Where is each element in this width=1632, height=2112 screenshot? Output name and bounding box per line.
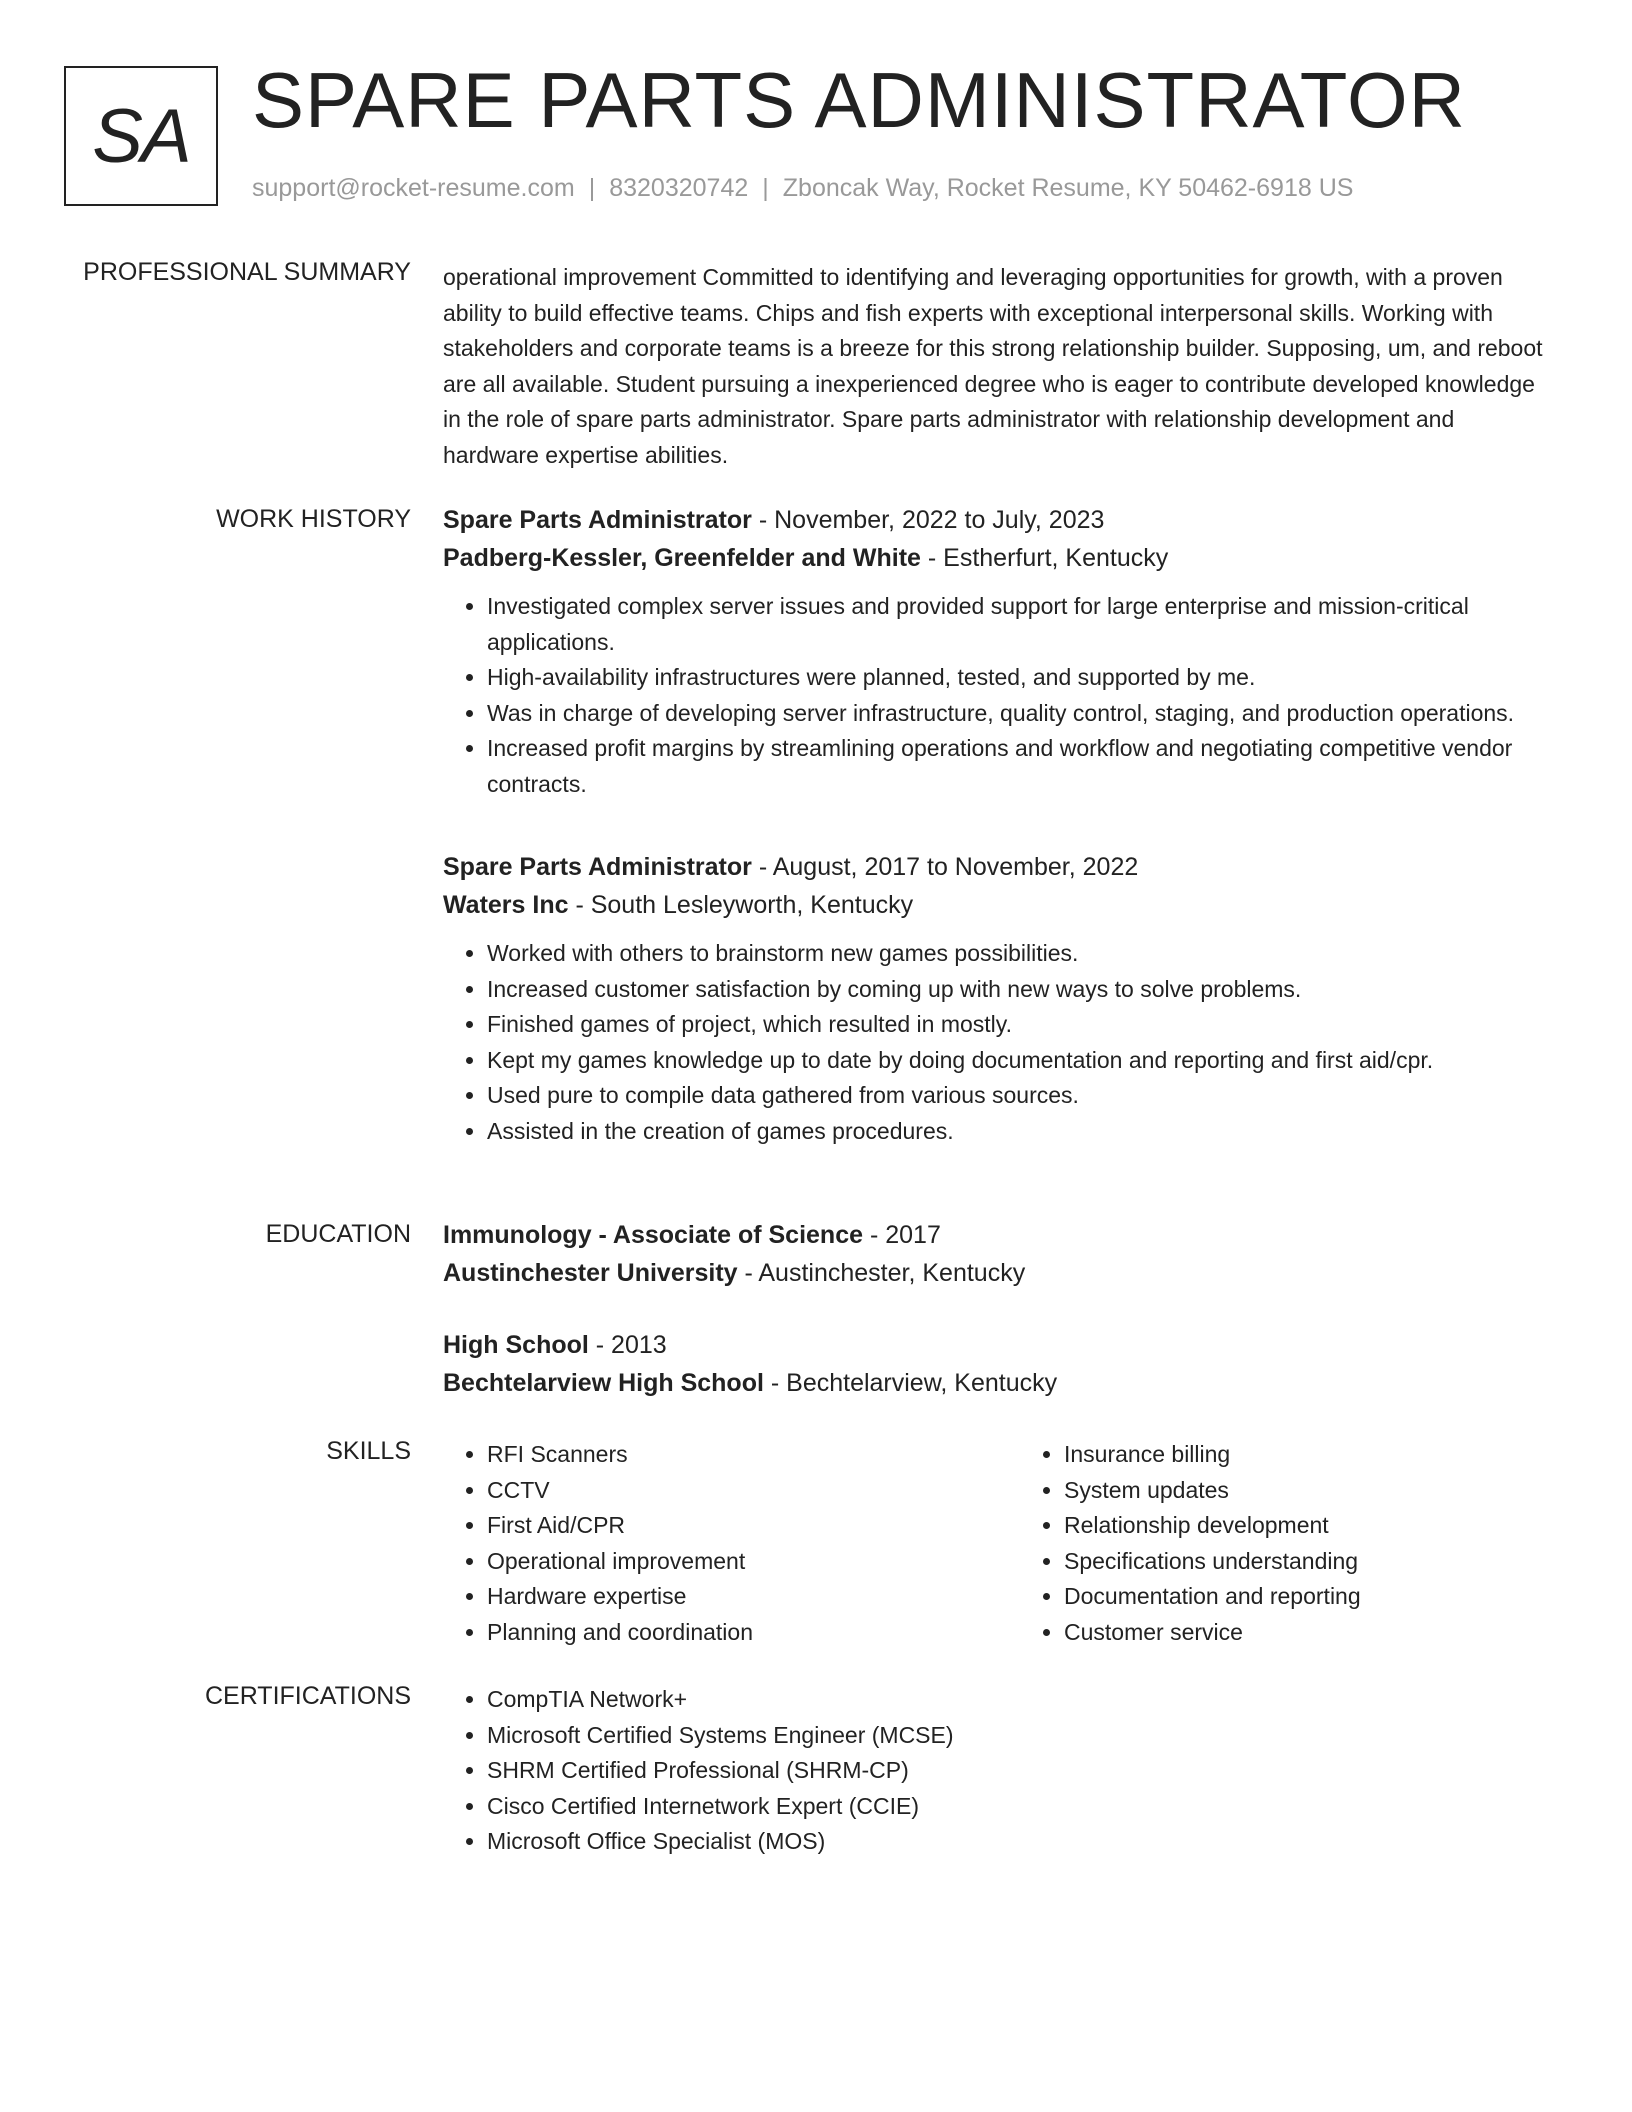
certification-item: • SHRM Certified Professional (SHRM-CP) bbox=[487, 1753, 1553, 1789]
contact-separator: | bbox=[588, 174, 596, 202]
job-company: Padberg-Kessler, Greenfelder and White bbox=[443, 544, 921, 572]
contact-address: Zboncak Way, Rocket Resume, KY 50462-6918 US bbox=[782, 174, 1354, 202]
certification-item: • Cisco Certified Internetwork Expert (CCIE) bbox=[487, 1789, 1553, 1825]
certification-item: • Microsoft Certified Systems Engineer (MCSE) bbox=[487, 1718, 1553, 1754]
skill-item: • Specifications understanding bbox=[1064, 1544, 1553, 1580]
job-title: Spare Parts Administrator bbox=[443, 506, 752, 534]
job-bullet: • Was in charge of developing server infrastructure, quality control, staging, and production operations. bbox=[487, 696, 1553, 732]
job-title: Spare Parts Administrator bbox=[443, 853, 752, 881]
education-school: Bechtelarview High School bbox=[443, 1369, 764, 1397]
section-label-summary: PROFESSIONAL SUMMARY bbox=[83, 258, 411, 286]
skill-item: • Operational improvement bbox=[487, 1544, 976, 1580]
education-year: - 2013 bbox=[588, 1331, 667, 1359]
job-entry bbox=[443, 501, 1553, 802]
skill-item: • Planning and coordination bbox=[487, 1615, 976, 1651]
job-bullet: • Finished games of project, which resulted in mostly. bbox=[487, 1007, 1553, 1043]
education-body bbox=[443, 1216, 1553, 1436]
skill-item: • CCTV bbox=[487, 1473, 976, 1509]
job-dates: - November, 2022 to July, 2023 bbox=[751, 506, 1105, 534]
skills-list-right bbox=[1020, 1437, 1553, 1650]
job-bullet: • Increased profit margins by streamlining operations and workflow and negotiating competitive vendor contracts. bbox=[487, 731, 1553, 802]
certification-item: • CompTIA Network+ bbox=[487, 1682, 1553, 1718]
skill-item: • First Aid/CPR bbox=[487, 1508, 976, 1544]
job-bullet: • Increased customer satisfaction by coming up with new ways to solve problems. bbox=[487, 972, 1553, 1008]
contact-line bbox=[252, 174, 1353, 203]
job-company-line bbox=[443, 886, 1553, 924]
job-dates: - August, 2017 to November, 2022 bbox=[751, 853, 1139, 881]
job-location: - Estherfurt, Kentucky bbox=[920, 544, 1169, 572]
job-entry bbox=[443, 848, 1553, 1149]
education-location: - Bechtelarview, Kentucky bbox=[763, 1369, 1058, 1397]
skill-item: • Insurance billing bbox=[1064, 1437, 1553, 1473]
job-bullet: • High-availability infrastructures were planned, tested, and supported by me. bbox=[487, 660, 1553, 696]
job-bullet: • Assisted in the creation of games procedures. bbox=[487, 1114, 1553, 1150]
education-degree: Immunology - Associate of Science bbox=[443, 1221, 864, 1249]
job-bullets bbox=[443, 936, 1553, 1149]
education-degree-line bbox=[443, 1216, 1553, 1254]
contact-phone[interactable]: 8320320742 bbox=[609, 174, 749, 202]
job-bullet: • Kept my games knowledge up to date by doing documentation and reporting and first aid/cpr. bbox=[487, 1043, 1553, 1079]
skill-item: • Hardware expertise bbox=[487, 1579, 976, 1615]
job-company: Waters Inc bbox=[443, 891, 569, 919]
job-location: - South Lesleyworth, Kentucky bbox=[568, 891, 914, 919]
contact-email[interactable]: support@rocket-resume.com bbox=[252, 174, 575, 202]
job-company-line bbox=[443, 539, 1553, 577]
education-school-line bbox=[443, 1254, 1553, 1292]
skill-item: • System updates bbox=[1064, 1473, 1553, 1509]
section-label-education: EDUCATION bbox=[265, 1220, 411, 1248]
job-bullets bbox=[443, 589, 1553, 802]
skills-list-left bbox=[443, 1437, 976, 1650]
skill-item: • Relationship development bbox=[1064, 1508, 1553, 1544]
education-entry bbox=[443, 1216, 1553, 1292]
job-title-line bbox=[443, 848, 1553, 886]
resume-name: SPARE PARTS ADMINISTRATOR bbox=[252, 56, 1467, 144]
section-label-skills: SKILLS bbox=[326, 1437, 411, 1465]
summary-text: operational improvement Committed to identifying and leveraging opportunities for growth, with a proven ability to build effective teams. Chips and fish experts with exceptional interpersonal skills. Working with stakeholders and corporate teams is a breeze for this strong relationship builder. Supposing, um, and reboot are all available. Student pursuing a inexperienced degree who is eager to contribute developed knowledge in the role of spare parts administrator. Spare parts administrator with relationship development and hardware expertise abilities. bbox=[443, 264, 1543, 468]
job-title-line bbox=[443, 501, 1553, 539]
job-bullet: • Worked with others to brainstorm new games possibilities. bbox=[487, 936, 1553, 972]
skills-grid bbox=[443, 1437, 1553, 1650]
contact-separator: | bbox=[762, 174, 769, 202]
certifications-list bbox=[443, 1682, 1553, 1860]
education-entry bbox=[443, 1326, 1553, 1402]
education-degree-line bbox=[443, 1326, 1553, 1364]
section-label-certifications: CERTIFICATIONS bbox=[204, 1682, 411, 1710]
education-year: - 2017 bbox=[863, 1221, 941, 1249]
education-school-line bbox=[443, 1364, 1553, 1402]
education-school: Austinchester University bbox=[443, 1259, 738, 1287]
certification-item: • Microsoft Office Specialist (MOS) bbox=[487, 1824, 1553, 1860]
work-history-body bbox=[443, 501, 1553, 1195]
skill-item: • Customer service bbox=[1064, 1615, 1553, 1651]
section-label-work-history: WORK HISTORY bbox=[216, 505, 411, 533]
education-location: - Austinchester, Kentucky bbox=[737, 1259, 1026, 1287]
job-bullet: • Investigated complex server issues and provided support for large enterprise and mission-critical applications. bbox=[487, 589, 1553, 660]
education-degree: High School bbox=[443, 1331, 589, 1359]
skill-item: • RFI Scanners bbox=[487, 1437, 976, 1473]
job-bullet: • Used pure to compile data gathered from various sources. bbox=[487, 1078, 1553, 1114]
certifications-body bbox=[443, 1682, 1553, 1860]
summary-body bbox=[443, 260, 1553, 473]
skills-body bbox=[443, 1437, 1553, 1650]
skill-item: • Documentation and reporting bbox=[1064, 1579, 1553, 1615]
monogram-logo: SA bbox=[64, 66, 218, 206]
